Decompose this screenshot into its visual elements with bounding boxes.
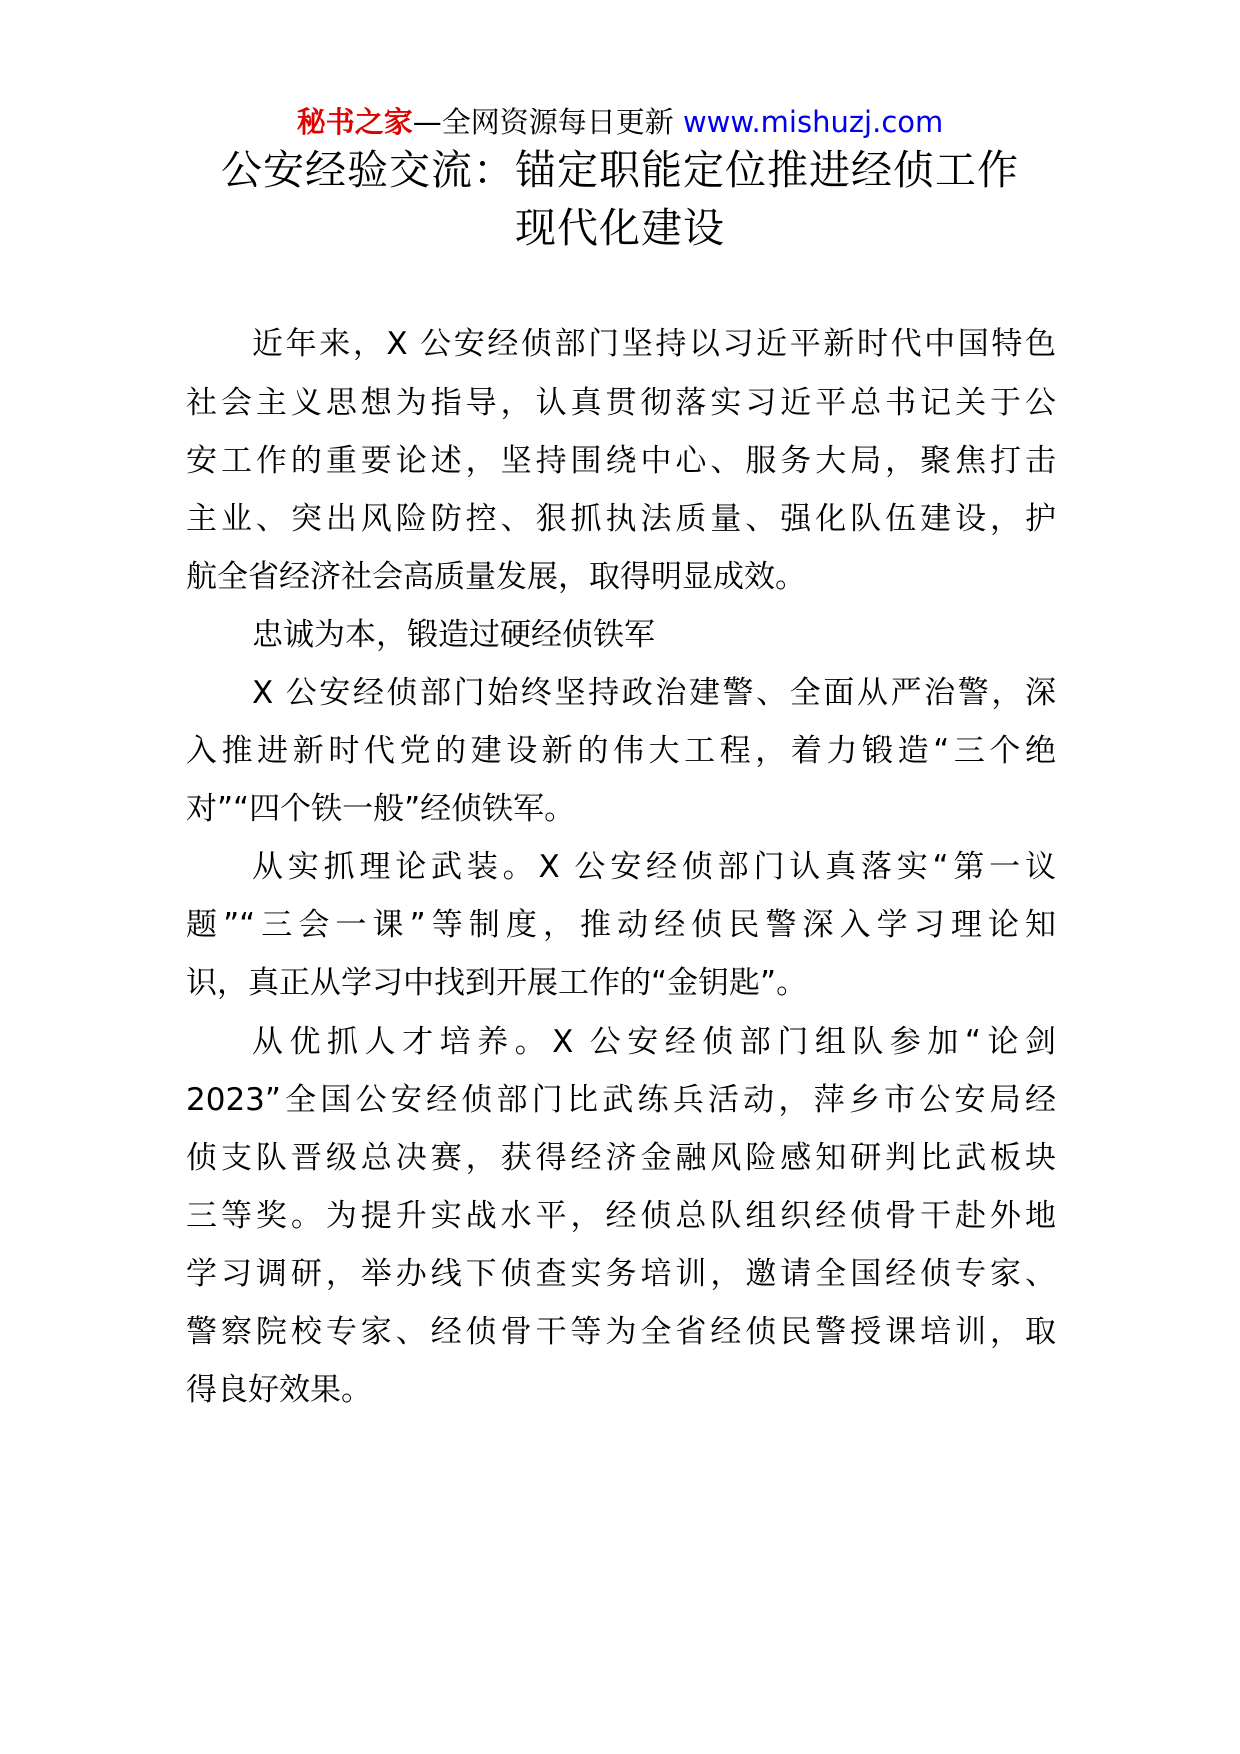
paragraph-1-line-2: 社会主义思想为指导，认真贯彻落实习近平总书记关于公 [186, 385, 1056, 421]
paragraph-2-line-2: 入推进新时代党的建设新的伟大工程，着力锻造“三个绝 [186, 733, 1056, 769]
banner-url-link[interactable]: www.mishuzj.com [682, 105, 944, 139]
paragraph-4-line-2: 2023”全国公安经侦部门比武练兵活动，萍乡市公安局经 [186, 1082, 1056, 1118]
paragraph-3-line-1: 从实抓理论武装。X 公安经侦部门认真落实“第一议 [252, 849, 1056, 885]
paragraph-4-line-6: 警察院校专家、经侦骨干等为全省经侦民警授课培训，取 [186, 1314, 1056, 1350]
paragraph-1-line-4: 主业、突出风险防控、狠抓执法质量、强化队伍建设，护 [186, 501, 1056, 537]
paragraph-4-line-1: 从优抓人才培养。X 公安经侦部门组队参加“论剑 [252, 1024, 1056, 1060]
banner-slogan: 全网资源每日更新 [441, 105, 683, 139]
section-heading: 忠诚为本，锻造过硬经侦铁军 [252, 617, 655, 653]
banner-brand: 秘书之家 [296, 105, 413, 139]
site-banner [0, 102, 1240, 142]
banner-dash: — [412, 105, 442, 139]
paragraph-3-line-2: 题”“三会一课”等制度，推动经侦民警深入学习理论知 [186, 907, 1056, 943]
paragraph-1-line-1: 近年来，X 公安经侦部门坚持以习近平新时代中国特色 [252, 326, 1056, 362]
paragraph-4-line-5: 学习调研，举办线下侦查实务培训，邀请全国经侦专家、 [186, 1256, 1056, 1292]
paragraph-4-line-7: 得良好效果。 [186, 1372, 372, 1408]
paragraph-4-line-4: 三等奖。为提升实战水平，经侦总队组织经侦骨干赴外地 [186, 1198, 1056, 1234]
paragraph-2-line-1: X 公安经侦部门始终坚持政治建警、全面从严治警，深 [252, 675, 1056, 711]
paragraph-2-line-3: 对”“四个铁一般”经侦铁军。 [186, 791, 576, 827]
paragraph-3-line-3: 识，真正从学习中找到开展工作的“金钥匙”。 [186, 965, 808, 1001]
document-title-line-1: 公安经验交流：锚定职能定位推进经侦工作 [221, 146, 1019, 194]
paragraph-4-line-3: 侦支队晋级总决赛，获得经济金融风险感知研判比武板块 [186, 1140, 1056, 1176]
document-title-line-2: 现代化建设 [515, 204, 725, 252]
paragraph-1-line-5: 航全省经济社会高质量发展，取得明显成效。 [186, 559, 806, 595]
paragraph-1-line-3: 安工作的重要论述，坚持围绕中心、服务大局，聚焦打击 [186, 443, 1056, 479]
